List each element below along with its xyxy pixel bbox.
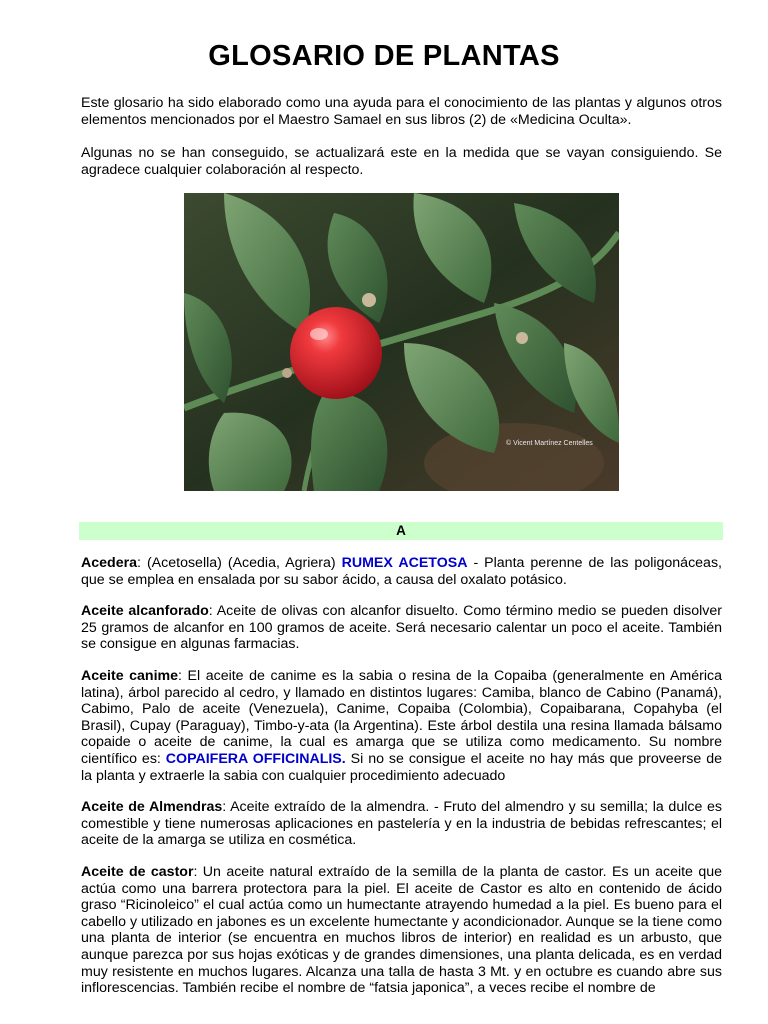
scientific-name: COPAIFERA OFFICINALIS. (165, 750, 346, 767)
entry-term: Aceite de castor (81, 864, 194, 880)
entry-aceite-canime (81, 668, 722, 784)
entry-text: : (Acetosella) (Acedia, Agriera) (137, 555, 342, 571)
entry-acedera (81, 555, 722, 588)
red-berry (290, 307, 382, 399)
entry-term: Aceite de Almendras (81, 799, 223, 815)
intro-paragraph-2: Algunas no se han conseguido, se actualizará este en la medida que se vayan consiguiendo. Se agradece cualquier colaboración al respecto. (81, 145, 722, 178)
plant-photo (184, 193, 619, 491)
intro-paragraph-1: Este glosario ha sido elaborado como una ayuda para el conocimiento de las plantas y algunos otros elementos mencionados por el Maestro Samael en sus libros (2) de «Medicina Oculta». (81, 95, 722, 128)
entry-text: : Aceite de olivas con alcanfor disuelto. Como término medio se pueden disolver 25 gramos de alcanfor en 100 gramos de aceite. Será necesario calentar un poco el aceite. También se consigue en algunas farmacias. (81, 603, 722, 653)
scientific-name: RUMEX ACETOSA (341, 555, 468, 571)
entry-text: - Planta perenne de las poligonáceas, que se emplea en ensalada por su sabor ácido, a causa del oxalato potásico. (81, 555, 722, 588)
entry-term: Aceite alcanforado (81, 603, 209, 619)
page-title: GLOSARIO DE PLANTAS (208, 40, 560, 72)
entry-text: : El aceite de canime es la sabia o resina de la Copaiba (generalmente en América latina), árbol parecido al cedro, y llamado en distintos lugares: Camiba, blanco de Cabino (Panamá), Cabimo, Palo de aceite (Venezuela), Canime, Copaiba (Colombia), Copaibarana, Copahyba (el Brasil), Cupay (Paraguay), Timbo-y-ata (la Argentina). Este árbol destila una resina llamada bálsamo copaide o aceite de canime, la cual es amarga que se utiliza como medicamento. Su nombre científico es: (81, 668, 722, 767)
entry-aceite-de-castor (81, 864, 722, 997)
entry-aceite-alcanforado (81, 603, 722, 653)
entry-text: Si no se consigue el aceite no hay más que proveerse de la planta y extraerle la sabia con cualquier procedimiento adecuado (81, 750, 723, 784)
entry-text: : Un aceite natural extraído de la semilla de la planta de castor. Es un aceite que actúa como una barrera protectora para la piel. El aceite de Castor es alto en contenido de ácido graso “Ricinoleico” el cual actúa como un humectante atrayendo humedad a la piel. Es bueno para el cabello y utilizado en jabones es un excelente humectante y acondicionador. Aunque se la tiene como una planta de interior (se encuentra en muchos libros de interior) en realidad es un arbusto, que aunque parezca por sus hojas exóticas y de grandes dimensiones, una planta delicada, es en verdad muy resistente en muchos lugares. Alcanza una talla de hasta 3 Mt. y en octubre es cuando abre sus inflorescencias. También recibe el nombre de “fatsia japonica”, a veces recibe el nombre de (81, 864, 722, 997)
entry-text: : Aceite extraído de la almendra. - Fruto del almendro y su semilla; la dulce es comestible y tiene numerosas aplicaciones en pastelería y en la industria de bebidas refrescantes; el aceite de la amarga se utiliza en cosmética. (81, 799, 722, 849)
photo-credit: © Vicent Martínez Centelles (506, 440, 593, 447)
entry-aceite-de-almendras (81, 799, 722, 849)
entry-term: Aceite canime (81, 668, 179, 684)
section-letter-bar: A (79, 522, 723, 540)
entry-term: Acedera (81, 555, 137, 571)
